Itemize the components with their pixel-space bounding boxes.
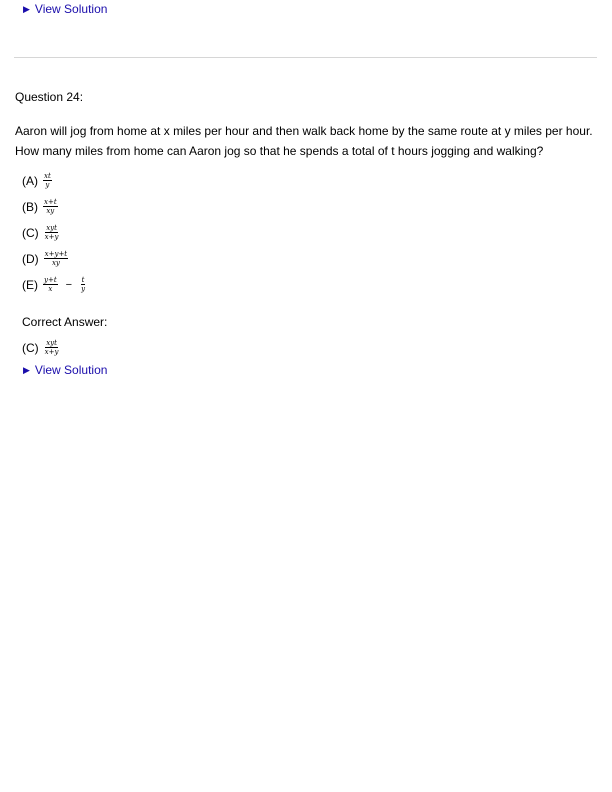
option-c (22, 224, 61, 241)
fraction-denominator: y (45, 181, 50, 189)
option-fraction (43, 198, 58, 215)
correct-answer-fraction (44, 339, 60, 356)
option-label: (A) (22, 173, 38, 188)
fraction-numerator: x+y+t (44, 250, 68, 258)
fraction-denominator: x+y (44, 233, 59, 241)
fraction-denominator: y (81, 285, 86, 293)
option-b (22, 198, 60, 215)
option-label: (D) (22, 251, 39, 266)
section-divider (14, 57, 597, 58)
option-label: (C) (22, 225, 39, 240)
fraction-denominator: xy (51, 259, 60, 267)
option-label: (E) (22, 277, 38, 292)
expand-triangle-icon: ▶ (23, 364, 30, 375)
correct-answer-label: (C) (22, 340, 39, 355)
fraction-numerator: xyt (46, 224, 57, 232)
option-fraction (44, 250, 68, 267)
option-e (22, 276, 88, 293)
option-fraction (43, 172, 52, 189)
fraction-denominator: x (48, 285, 53, 293)
option-label: (B) (22, 199, 38, 214)
option-fraction (43, 276, 58, 293)
option-fraction-second (80, 276, 86, 293)
correct-answer-heading: Correct Answer: (22, 315, 108, 329)
minus-sign: − (65, 278, 73, 291)
fraction-numerator: xt (44, 172, 51, 180)
expand-triangle-icon: ▶ (23, 3, 30, 14)
correct-answer (22, 339, 61, 356)
question-text: Aaron will jog from home at x miles per hour and then walk back home by the same route at y miles per hour. How many miles from home can Aaron jog so that he spends a total of t hours jogging and walking? (15, 124, 593, 158)
fraction-numerator: y+t (44, 276, 57, 284)
fraction-numerator: x+t (44, 198, 57, 206)
fraction-numerator: t (81, 276, 85, 284)
view-solution-label: View Solution (34, 2, 108, 16)
fraction-numerator: xyt (46, 339, 57, 347)
fraction-denominator: x+y (44, 348, 59, 356)
option-fraction (44, 224, 60, 241)
view-solution-toggle[interactable] (23, 363, 107, 377)
fraction-denominator: xy (46, 207, 55, 215)
option-a (22, 172, 54, 189)
question-title: Question 24: (15, 90, 84, 104)
option-d (22, 250, 70, 267)
view-solution-toggle[interactable] (23, 2, 107, 16)
view-solution-label: View Solution (34, 363, 108, 377)
